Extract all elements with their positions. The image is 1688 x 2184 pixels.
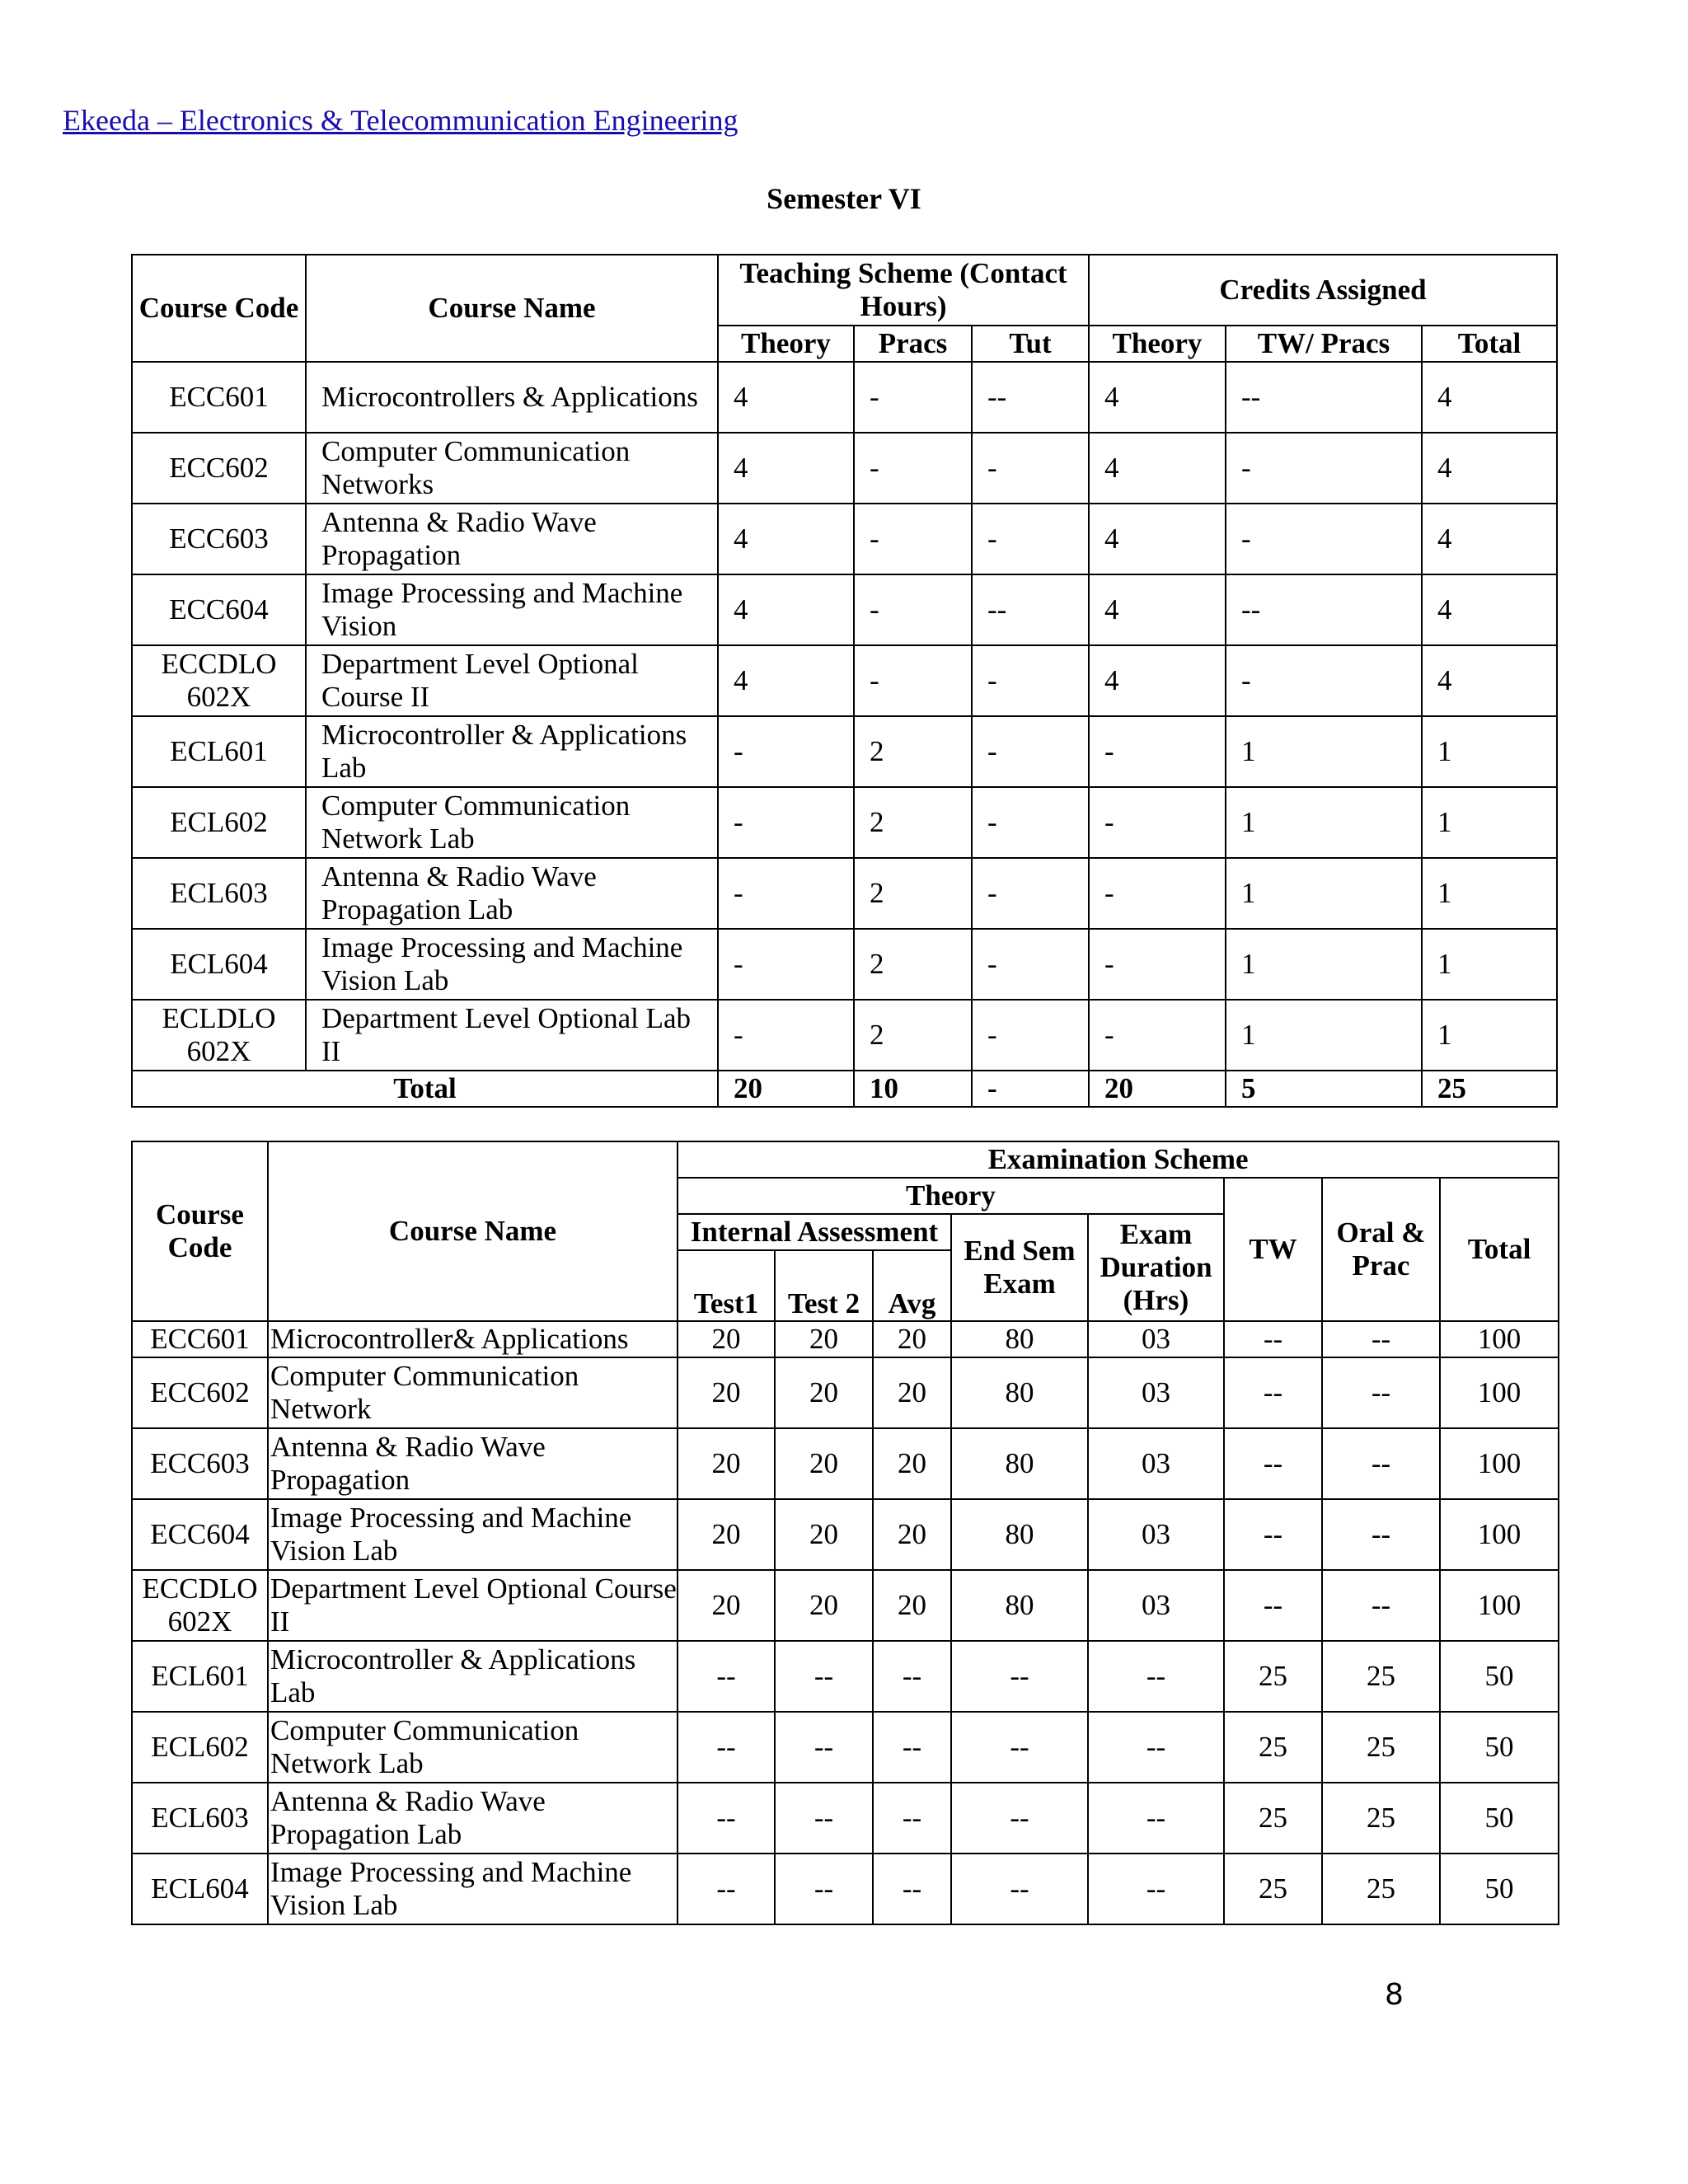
- course-code: ECLDLO 602X: [132, 1000, 306, 1071]
- cell-c-total: 1: [1422, 716, 1557, 787]
- course-name: Microcontroller& Applications: [268, 1321, 678, 1357]
- course-code: ECL604: [132, 1854, 268, 1924]
- cell-avg: --: [873, 1641, 951, 1712]
- course-name: Department Level Optional Lab II: [306, 1000, 718, 1071]
- cell-theory: 4: [718, 362, 854, 433]
- course-name: Antenna & Radio Wave Propagation: [268, 1428, 678, 1499]
- cell-t2: --: [775, 1641, 873, 1712]
- cell-total: 100: [1440, 1357, 1559, 1428]
- cell-c-tw: -: [1226, 645, 1422, 716]
- cell-end: --: [951, 1712, 1088, 1783]
- cell-t1: --: [678, 1712, 775, 1783]
- cell-c-theory: -: [1089, 1000, 1226, 1071]
- course-name: Image Processing and Machine Vision Lab: [306, 929, 718, 1000]
- exam-header-course-code: Course Code: [132, 1141, 268, 1321]
- header-tw-pracs: TW/ Pracs: [1226, 326, 1422, 362]
- exam-header-internal-assessment: Internal Assessment: [678, 1214, 951, 1250]
- cell-tw: 25: [1224, 1783, 1322, 1854]
- exam-header-avg: Avg: [873, 1250, 951, 1321]
- table-row: [132, 1321, 1559, 1357]
- cell-t2: 20: [775, 1321, 873, 1357]
- cell-tut: -: [972, 858, 1089, 929]
- course-code: ECL602: [132, 787, 306, 858]
- cell-c-total: 4: [1422, 645, 1557, 716]
- course-code: ECL604: [132, 929, 306, 1000]
- cell-pracs: -: [854, 645, 972, 716]
- course-name: Microcontroller & Applications Lab: [306, 716, 718, 787]
- table-row: [132, 504, 1557, 574]
- header-course-code: Course Code: [132, 255, 306, 362]
- cell-tut: -: [972, 787, 1089, 858]
- cell-tut: -: [972, 645, 1089, 716]
- table-row: [132, 1641, 1559, 1712]
- course-code: ECL602: [132, 1712, 268, 1783]
- cell-dur: 03: [1088, 1428, 1224, 1499]
- cell-total: 100: [1440, 1570, 1559, 1641]
- course-name: Antenna & Radio Wave Propagation Lab: [306, 858, 718, 929]
- cell-c-total: 4: [1422, 504, 1557, 574]
- course-code: ECC603: [132, 1428, 268, 1499]
- course-name: Computer Communication Network Lab: [306, 787, 718, 858]
- course-name: Computer Communication Networks: [306, 433, 718, 504]
- cell-c-total: 4: [1422, 574, 1557, 645]
- cell-end: --: [951, 1854, 1088, 1924]
- header-link[interactable]: Ekeeda – Electronics & Telecommunication Engineering: [63, 104, 738, 137]
- cell-c-theory: 4: [1089, 362, 1226, 433]
- course-code: ECL603: [132, 858, 306, 929]
- cell-t2: 20: [775, 1499, 873, 1570]
- total-theory: 20: [718, 1071, 854, 1107]
- course-name: Antenna & Radio Wave Propagation Lab: [268, 1783, 678, 1854]
- cell-end: 80: [951, 1357, 1088, 1428]
- cell-t2: --: [775, 1712, 873, 1783]
- course-name: Image Processing and Machine Vision Lab: [268, 1499, 678, 1570]
- table-row: [132, 1428, 1559, 1499]
- cell-pracs: 2: [854, 858, 972, 929]
- cell-c-theory: -: [1089, 929, 1226, 1000]
- total-row: [132, 1071, 1557, 1107]
- cell-t1: --: [678, 1854, 775, 1924]
- cell-total: 50: [1440, 1783, 1559, 1854]
- course-name: Computer Communication Network: [268, 1357, 678, 1428]
- cell-theory: -: [718, 858, 854, 929]
- table-row: [132, 1783, 1559, 1854]
- cell-oral: --: [1322, 1428, 1440, 1499]
- cell-pracs: -: [854, 362, 972, 433]
- total-pracs: 10: [854, 1071, 972, 1107]
- table-row: [132, 929, 1557, 1000]
- teaching-scheme-table: [131, 254, 1558, 1108]
- cell-pracs: -: [854, 574, 972, 645]
- cell-t1: 20: [678, 1357, 775, 1428]
- course-code: ECC602: [132, 1357, 268, 1428]
- cell-total: 50: [1440, 1712, 1559, 1783]
- cell-oral: 25: [1322, 1641, 1440, 1712]
- cell-oral: --: [1322, 1321, 1440, 1357]
- cell-pracs: 2: [854, 787, 972, 858]
- cell-tut: -: [972, 504, 1089, 574]
- exam-header-end-sem: End Sem Exam: [951, 1214, 1088, 1321]
- header-credits-assigned: Credits Assigned: [1089, 255, 1557, 326]
- header-course-name: Course Name: [306, 255, 718, 362]
- total-c-total: 25: [1422, 1071, 1557, 1107]
- cell-oral: --: [1322, 1357, 1440, 1428]
- cell-avg: 20: [873, 1357, 951, 1428]
- table-row: [132, 1499, 1559, 1570]
- cell-t1: 20: [678, 1499, 775, 1570]
- cell-theory: 4: [718, 645, 854, 716]
- table-row: [132, 645, 1557, 716]
- course-name: Antenna & Radio Wave Propagation: [306, 504, 718, 574]
- cell-dur: --: [1088, 1712, 1224, 1783]
- cell-t1: --: [678, 1783, 775, 1854]
- cell-dur: 03: [1088, 1499, 1224, 1570]
- cell-theory: 4: [718, 574, 854, 645]
- table-row: [132, 787, 1557, 858]
- cell-c-tw: 1: [1226, 858, 1422, 929]
- course-code: ECCDLO 602X: [132, 1570, 268, 1641]
- table-row: [132, 574, 1557, 645]
- course-code: ECC603: [132, 504, 306, 574]
- cell-tut: -: [972, 433, 1089, 504]
- cell-tw: --: [1224, 1570, 1322, 1641]
- course-code: ECC601: [132, 362, 306, 433]
- cell-total: 100: [1440, 1321, 1559, 1357]
- cell-pracs: 2: [854, 716, 972, 787]
- cell-t1: 20: [678, 1570, 775, 1641]
- header-theory: Theory: [718, 326, 854, 362]
- course-code: ECCDLO 602X: [132, 645, 306, 716]
- total-tut: -: [972, 1071, 1089, 1107]
- course-code: ECL601: [132, 1641, 268, 1712]
- cell-avg: 20: [873, 1499, 951, 1570]
- cell-c-tw: 1: [1226, 716, 1422, 787]
- cell-pracs: -: [854, 433, 972, 504]
- course-code: ECC601: [132, 1321, 268, 1357]
- cell-tut: -: [972, 716, 1089, 787]
- table-row: [132, 1854, 1559, 1924]
- cell-dur: --: [1088, 1783, 1224, 1854]
- cell-dur: 03: [1088, 1357, 1224, 1428]
- cell-c-tw: -: [1226, 433, 1422, 504]
- cell-c-total: 4: [1422, 433, 1557, 504]
- cell-end: --: [951, 1641, 1088, 1712]
- cell-theory: -: [718, 1000, 854, 1071]
- exam-header-course-name: Course Name: [268, 1141, 678, 1321]
- cell-c-total: 1: [1422, 787, 1557, 858]
- cell-c-total: 1: [1422, 929, 1557, 1000]
- course-name: Computer Communication Network Lab: [268, 1712, 678, 1783]
- table-row: [132, 1712, 1559, 1783]
- cell-c-theory: -: [1089, 858, 1226, 929]
- cell-avg: --: [873, 1783, 951, 1854]
- course-name: Department Level Optional Course II: [268, 1570, 678, 1641]
- cell-dur: 03: [1088, 1570, 1224, 1641]
- cell-t2: --: [775, 1854, 873, 1924]
- header-pracs: Pracs: [854, 326, 972, 362]
- cell-c-theory: -: [1089, 787, 1226, 858]
- cell-t2: 20: [775, 1570, 873, 1641]
- table-row: [132, 1357, 1559, 1428]
- cell-t2: 20: [775, 1428, 873, 1499]
- course-name: Microcontrollers & Applications: [306, 362, 718, 433]
- page-number: 8: [1385, 1978, 1404, 2012]
- cell-t2: 20: [775, 1357, 873, 1428]
- cell-tut: -: [972, 1000, 1089, 1071]
- exam-header-examination-scheme: Examination Scheme: [678, 1141, 1559, 1178]
- cell-avg: 20: [873, 1570, 951, 1641]
- header-teaching-scheme: Teaching Scheme (Contact Hours): [718, 255, 1089, 326]
- header-credit-theory: Theory: [1089, 326, 1226, 362]
- cell-end: 80: [951, 1499, 1088, 1570]
- cell-tw: --: [1224, 1321, 1322, 1357]
- cell-tw: --: [1224, 1499, 1322, 1570]
- table-row: [132, 362, 1557, 433]
- course-name: Image Processing and Machine Vision: [306, 574, 718, 645]
- cell-tw: --: [1224, 1428, 1322, 1499]
- total-c-theory: 20: [1089, 1071, 1226, 1107]
- cell-c-theory: 4: [1089, 504, 1226, 574]
- cell-avg: 20: [873, 1321, 951, 1357]
- cell-theory: -: [718, 787, 854, 858]
- cell-avg: 20: [873, 1428, 951, 1499]
- cell-tut: -: [972, 929, 1089, 1000]
- cell-c-tw: -: [1226, 504, 1422, 574]
- cell-tw: 25: [1224, 1641, 1322, 1712]
- cell-tut: --: [972, 574, 1089, 645]
- cell-theory: 4: [718, 433, 854, 504]
- exam-header-tw: TW: [1224, 1178, 1322, 1321]
- header-tut: Tut: [972, 326, 1089, 362]
- cell-c-total: 4: [1422, 362, 1557, 433]
- cell-tw: 25: [1224, 1854, 1322, 1924]
- cell-total: 50: [1440, 1641, 1559, 1712]
- cell-pracs: 2: [854, 1000, 972, 1071]
- cell-c-theory: 4: [1089, 574, 1226, 645]
- cell-total: 100: [1440, 1428, 1559, 1499]
- table-row: [132, 858, 1557, 929]
- cell-total: 100: [1440, 1499, 1559, 1570]
- cell-avg: --: [873, 1712, 951, 1783]
- table-row: [132, 1570, 1559, 1641]
- course-code: ECL603: [132, 1783, 268, 1854]
- exam-header-oral-prac: Oral & Prac: [1322, 1178, 1440, 1321]
- cell-c-tw: 1: [1226, 787, 1422, 858]
- cell-end: 80: [951, 1428, 1088, 1499]
- cell-c-tw: 1: [1226, 929, 1422, 1000]
- cell-end: 80: [951, 1570, 1088, 1641]
- cell-pracs: -: [854, 504, 972, 574]
- cell-oral: 25: [1322, 1854, 1440, 1924]
- header-total: Total: [1422, 326, 1557, 362]
- cell-avg: --: [873, 1854, 951, 1924]
- table-row: [132, 1000, 1557, 1071]
- course-name: Department Level Optional Course II: [306, 645, 718, 716]
- cell-t1: 20: [678, 1321, 775, 1357]
- exam-header-test1: Test1: [678, 1250, 775, 1321]
- cell-t1: 20: [678, 1428, 775, 1499]
- cell-c-total: 1: [1422, 858, 1557, 929]
- cell-t2: --: [775, 1783, 873, 1854]
- course-name: Microcontroller & Applications Lab: [268, 1641, 678, 1712]
- total-label: Total: [132, 1071, 718, 1107]
- total-c-tw: 5: [1226, 1071, 1422, 1107]
- table-row: [132, 716, 1557, 787]
- course-code: ECC604: [132, 1499, 268, 1570]
- course-code: ECC604: [132, 574, 306, 645]
- cell-tut: --: [972, 362, 1089, 433]
- examination-scheme-table: [131, 1141, 1559, 1925]
- cell-pracs: 2: [854, 929, 972, 1000]
- cell-oral: --: [1322, 1499, 1440, 1570]
- cell-c-tw: --: [1226, 574, 1422, 645]
- cell-total: 50: [1440, 1854, 1559, 1924]
- cell-theory: 4: [718, 504, 854, 574]
- exam-header-exam-duration: Exam Duration (Hrs): [1088, 1214, 1224, 1321]
- cell-oral: 25: [1322, 1712, 1440, 1783]
- cell-c-theory: 4: [1089, 433, 1226, 504]
- cell-c-theory: 4: [1089, 645, 1226, 716]
- cell-dur: 03: [1088, 1321, 1224, 1357]
- cell-tw: --: [1224, 1357, 1322, 1428]
- cell-oral: 25: [1322, 1783, 1440, 1854]
- cell-dur: --: [1088, 1641, 1224, 1712]
- cell-tw: 25: [1224, 1712, 1322, 1783]
- exam-header-test2: Test 2: [775, 1250, 873, 1321]
- course-name: Image Processing and Machine Vision Lab: [268, 1854, 678, 1924]
- cell-dur: --: [1088, 1854, 1224, 1924]
- table-row: [132, 433, 1557, 504]
- course-code: ECC602: [132, 433, 306, 504]
- cell-t1: --: [678, 1641, 775, 1712]
- cell-end: 80: [951, 1321, 1088, 1357]
- cell-theory: -: [718, 929, 854, 1000]
- cell-c-total: 1: [1422, 1000, 1557, 1071]
- cell-c-theory: -: [1089, 716, 1226, 787]
- exam-header-theory: Theory: [678, 1178, 1224, 1214]
- semester-title: Semester VI: [767, 182, 921, 215]
- cell-c-tw: --: [1226, 362, 1422, 433]
- cell-oral: --: [1322, 1570, 1440, 1641]
- exam-header-total: Total: [1440, 1178, 1559, 1321]
- cell-c-tw: 1: [1226, 1000, 1422, 1071]
- cell-theory: -: [718, 716, 854, 787]
- course-code: ECL601: [132, 716, 306, 787]
- cell-end: --: [951, 1783, 1088, 1854]
